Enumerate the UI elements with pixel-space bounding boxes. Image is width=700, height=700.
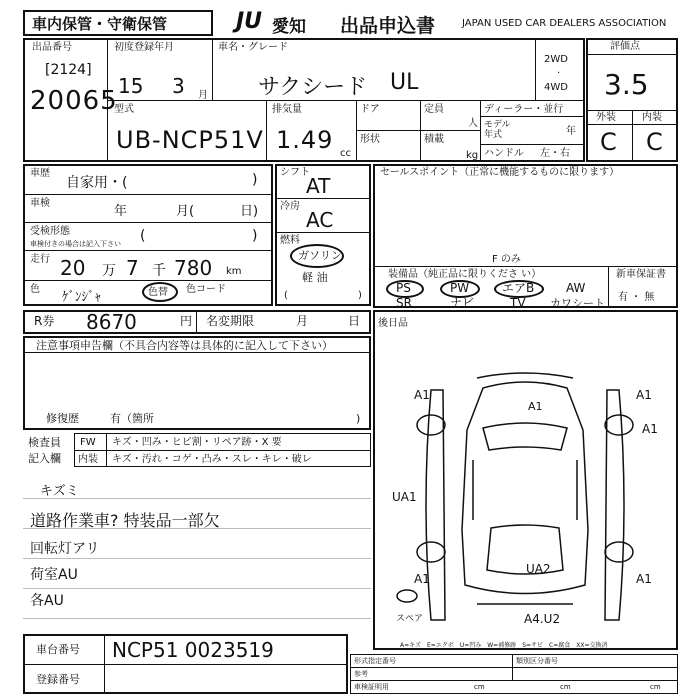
wheel-front-left: [417, 415, 445, 435]
handle-label: ハンドル: [484, 148, 524, 159]
car-body-outline: [462, 382, 588, 594]
shape-label: 形状: [360, 134, 380, 145]
sales-point-label: セールスポイント（正常に機能するものに限ります）: [380, 167, 620, 178]
displacement-label: 排気量: [272, 104, 302, 115]
repair-value: 有（箇所: [110, 412, 154, 425]
model-year-label2: 年式: [484, 130, 503, 140]
usage-label: 車歴: [30, 168, 50, 179]
remarks-label: 後日品: [378, 318, 408, 329]
equipment-label: 装備品（純正品に限りくださ い）: [388, 269, 542, 280]
footer-cm-3: cm: [650, 683, 661, 691]
diagram-mark-3: A1: [642, 422, 658, 436]
mileage-unit3: km: [226, 266, 242, 277]
name-change-day: 日: [348, 314, 361, 328]
fuel-open: (: [284, 290, 288, 301]
equip-tv: TV: [510, 296, 526, 310]
handle-options: 左・右: [540, 148, 570, 159]
car-grade: UL: [390, 70, 419, 95]
note-line-5: 各AU: [30, 593, 64, 609]
cooling-value: AC: [306, 208, 334, 232]
name-change-month: 月: [296, 314, 309, 328]
mileage-value2: 7: [126, 256, 139, 280]
car-name: サクシード: [258, 75, 368, 100]
document-title: 出品申込書: [340, 15, 436, 37]
fuel-label: 燃料: [280, 235, 300, 246]
chassis-value: NCP51 0023519: [112, 638, 274, 662]
ju-logo: JU: [236, 9, 263, 34]
mileage-unit2: 千: [152, 263, 166, 279]
reg-number-label: 登録番号: [36, 673, 80, 686]
front-bumper: [477, 373, 573, 378]
doors-label: ドア: [360, 104, 380, 115]
equip-aw: AW: [566, 281, 586, 295]
recycle-label: R券: [34, 314, 55, 328]
footer-cm-1: cm: [474, 683, 485, 691]
chassis-label: 車台番号: [36, 643, 80, 656]
rating-score: 3.5: [604, 68, 649, 101]
equipment-note: F のみ: [492, 254, 521, 265]
footer-ref-label: 参考: [354, 670, 368, 678]
color-code-label: 色コード: [186, 284, 226, 295]
acceptance-open: (: [140, 228, 146, 244]
inspector-interior-items: キズ・汚れ・コゲ・凸み・スレ・キレ・破レ: [112, 454, 312, 465]
shift-label: シフト: [280, 167, 310, 178]
color-label: 色: [30, 284, 40, 295]
exterior-grade: C: [600, 128, 617, 156]
shift-value: AT: [306, 174, 331, 198]
fuel-gasoline: ガソリン: [298, 249, 342, 262]
association-name: JAPAN USED CAR DEALERS ASSOCIATION: [462, 18, 667, 29]
inspector-label1: 検査員: [28, 436, 61, 449]
equip-ps: PS: [396, 281, 411, 295]
recycle-value: 8670: [86, 310, 137, 334]
model-value: UB-NCP51V: [116, 126, 264, 154]
inspector-fw-items: キズ・凹み・ヒビ割・リペア跡・X 要: [112, 437, 282, 448]
equip-sr: SR: [396, 296, 412, 310]
storage-title: 車内保管・守衛保管: [32, 15, 168, 33]
equip-navi: ナビ: [450, 296, 475, 310]
interior-label: 内装: [642, 112, 662, 123]
equip-pw: PW: [450, 281, 470, 295]
diagram-legend: A=キズ E=エクボ U=凹み W=補修跡 S=サビ C=腐食 XX=交換済: [400, 642, 608, 649]
registration-month-unit: 月: [198, 90, 208, 101]
inspector-fw: FW: [80, 437, 96, 448]
rating-label: 評価点: [610, 41, 640, 52]
diagram-mark-4: UA1: [392, 490, 417, 504]
dealer-parallel-label: ディーラー・並行: [484, 104, 564, 115]
displacement-unit: cc: [340, 148, 351, 159]
footer-cm-2: cm: [560, 683, 571, 691]
recycle-block: [23, 310, 371, 334]
car-diagram: [373, 370, 678, 640]
wheel-rear-right: [605, 542, 633, 562]
diagram-mark-1: A1: [414, 388, 430, 402]
acceptance-close: ): [252, 228, 258, 244]
drive-2wd: 2WD: [544, 54, 568, 65]
model-year-unit: 年: [566, 126, 576, 137]
lot-number-label: 出品番号: [32, 42, 72, 53]
footer-class-label: 類別区分番号: [516, 657, 558, 665]
warranty-options: 有 ・ 無: [618, 292, 655, 303]
mileage-value3: 780: [174, 256, 213, 280]
inspection-month: 月(: [176, 204, 195, 219]
inspection-day: 日): [240, 204, 259, 219]
lot-number: 20065: [30, 86, 118, 116]
usage-value: 自家用・(: [66, 175, 128, 191]
inspector-label2: 記入欄: [28, 452, 61, 465]
acceptance-note: 車検付きの場合は記入下さい: [30, 240, 121, 248]
warranty-label: 新車保証書: [616, 269, 666, 280]
load-label: 積載: [424, 134, 444, 145]
lot-sub-number: [2124]: [45, 62, 92, 78]
logo-region: 愛知: [272, 17, 306, 37]
spare-label: スペア: [396, 614, 424, 624]
diagram-mark-2: A1: [636, 388, 652, 402]
recycle-unit: 円: [180, 314, 193, 328]
drive-dot: ·: [557, 68, 561, 79]
inspection-label: 車検: [30, 198, 50, 209]
inspector-interior: 内装: [78, 454, 98, 465]
capacity-label: 定員: [424, 104, 444, 115]
diagram-mark-5: A1: [414, 572, 430, 586]
wheel-front-right: [605, 415, 633, 435]
car-rear-window: [487, 525, 563, 574]
cooling-label: 冷房: [280, 201, 300, 212]
mileage-unit1: 万: [102, 263, 116, 279]
registration-month: 3: [172, 74, 185, 98]
inspection-year: 年: [114, 204, 128, 219]
mileage-value1: 20: [60, 256, 86, 280]
footer-cert-label: 車検証明用: [354, 683, 389, 691]
usage-close: ): [252, 172, 258, 188]
footer-shape-label: 形式指定番号: [354, 657, 396, 665]
wheel-rear-left: [417, 542, 445, 562]
interior-grade: C: [646, 128, 663, 156]
diagram-top-mark: A1: [528, 400, 543, 413]
repair-label: 修復歴: [46, 412, 79, 425]
note-line-1: キズミ: [40, 484, 79, 499]
model-label: 型式: [114, 104, 134, 115]
acceptance-label: 受検形態: [30, 226, 70, 237]
notes-label: 注意事項申告欄（不具合内容等は具体的に記入して下さい）: [36, 339, 333, 352]
drive-4wd: 4WD: [544, 82, 568, 93]
note-line-3: 回転灯アリ: [30, 541, 100, 557]
equip-leather-seat: カワシート: [550, 297, 605, 310]
diagram-mark-6: A1: [636, 572, 652, 586]
name-change-label: 名変期限: [206, 314, 255, 328]
color-change-label: 色替: [148, 287, 168, 298]
fuel-diesel: 軽 油: [302, 271, 328, 284]
registration-year: 15: [118, 74, 144, 98]
note-line-4: 荷室AU: [30, 567, 78, 583]
capacity-unit: 人: [468, 118, 478, 129]
car-windshield: [483, 423, 567, 450]
model-year-label1: モデル: [484, 120, 511, 130]
diagram-mark-7: UA2: [526, 562, 551, 576]
fuel-close: ): [358, 290, 362, 301]
color-value: ｹﾞﾝｼﾞｬ: [62, 290, 101, 305]
footer-table: [350, 654, 678, 694]
note-line-2: 道路作業車? 特装品一部欠: [30, 511, 220, 530]
mileage-label: 走行: [30, 254, 50, 265]
load-unit: kg: [466, 150, 479, 161]
repair-close: ): [356, 412, 361, 425]
spare-tire: [397, 590, 417, 602]
exterior-label: 外装: [596, 112, 616, 123]
displacement-value: 1.49: [276, 126, 334, 154]
equip-airbag: エアB: [502, 281, 535, 295]
diagram-mark-8: A4.U2: [524, 612, 561, 626]
registration-label: 初度登録年月: [114, 42, 174, 53]
car-name-label: 車名・グレード: [218, 42, 288, 53]
car-right-side: [605, 390, 624, 620]
